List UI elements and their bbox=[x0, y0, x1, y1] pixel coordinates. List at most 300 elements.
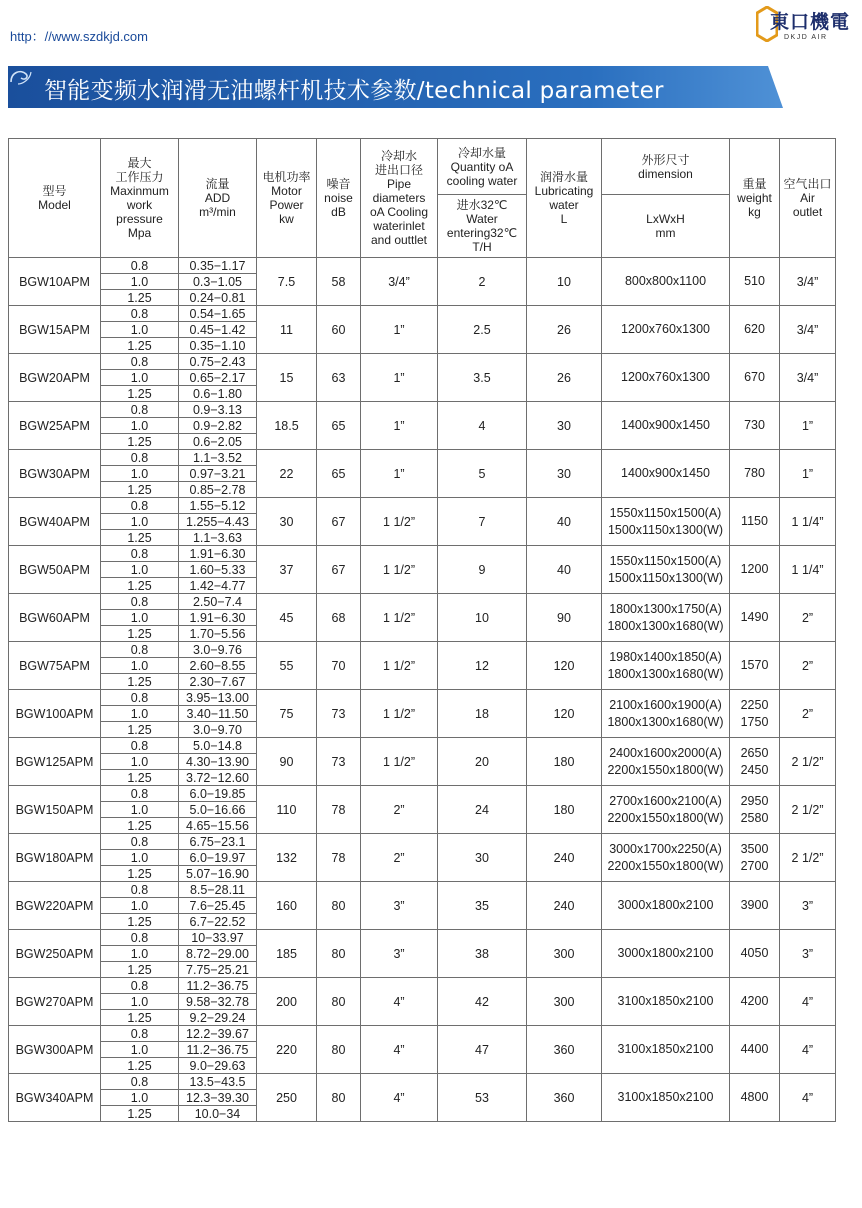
dimension-cell bbox=[602, 738, 730, 786]
model-cell: BGW300APM bbox=[9, 1026, 101, 1074]
power-cell: 7.5 bbox=[257, 258, 317, 306]
flow-cell: 3.0−9.70 bbox=[179, 722, 257, 738]
pressure-cell: 0.8 bbox=[101, 642, 179, 658]
model-cell: BGW20APM bbox=[9, 354, 101, 402]
dimension-cell bbox=[602, 450, 730, 498]
table-row bbox=[9, 786, 836, 802]
header-line: 工作压力 bbox=[115, 170, 164, 184]
table-row bbox=[9, 546, 836, 562]
table-row bbox=[9, 642, 836, 658]
flow-cell: 0.24−0.81 bbox=[179, 290, 257, 306]
header-pipe-diameter bbox=[361, 139, 438, 258]
header-line: 型号 bbox=[42, 184, 67, 198]
header-dimension-lwh bbox=[602, 195, 730, 258]
pressure-cell: 0.8 bbox=[101, 1074, 179, 1090]
pipe-cell: 1” bbox=[361, 354, 438, 402]
flow-cell: 6.0−19.85 bbox=[179, 786, 257, 802]
flow-cell: 0.3−1.05 bbox=[179, 274, 257, 290]
header-line: Water bbox=[466, 212, 498, 226]
noise-cell: 70 bbox=[317, 642, 361, 690]
flow-cell: 9.58−32.78 bbox=[179, 994, 257, 1010]
noise-cell: 78 bbox=[317, 786, 361, 834]
model-cell: BGW30APM bbox=[9, 450, 101, 498]
header-line: Quantity oA bbox=[450, 159, 514, 174]
noise-cell: 58 bbox=[317, 258, 361, 306]
weight-cell-line: 510 bbox=[744, 274, 765, 288]
header-pressure bbox=[101, 139, 179, 258]
noise-cell: 78 bbox=[317, 834, 361, 882]
cooling-water-cell: 24 bbox=[438, 786, 527, 834]
power-cell: 90 bbox=[257, 738, 317, 786]
lubricating-water-cell: 240 bbox=[527, 882, 602, 930]
weight-cell bbox=[730, 930, 780, 978]
dimension-cell-line: 1800x1300x1680(W) bbox=[607, 714, 724, 729]
power-cell: 75 bbox=[257, 690, 317, 738]
pipe-cell: 3” bbox=[361, 882, 438, 930]
flow-cell: 0.45−1.42 bbox=[179, 322, 257, 338]
dimension-cell-line: 2100x1600x1900(A) bbox=[609, 697, 722, 712]
flow-cell: 1.91−6.30 bbox=[179, 546, 257, 562]
header-line: outlet bbox=[792, 205, 823, 219]
pressure-cell: 0.8 bbox=[101, 258, 179, 274]
lubricating-water-cell: 120 bbox=[527, 642, 602, 690]
dimension-cell-line: 1500x1150x1300(W) bbox=[607, 522, 724, 537]
header-line: 进水32℃ bbox=[456, 198, 508, 212]
pipe-cell: 1 1/2” bbox=[361, 498, 438, 546]
pressure-cell: 1.25 bbox=[101, 386, 179, 402]
header-line: kw bbox=[279, 212, 294, 226]
weight-cell-line: 2580 bbox=[740, 810, 769, 825]
title-banner bbox=[8, 66, 783, 108]
cooling-water-cell: 3.5 bbox=[438, 354, 527, 402]
flow-cell: 0.65−2.17 bbox=[179, 370, 257, 386]
flow-cell: 0.75−2.43 bbox=[179, 354, 257, 370]
pipe-cell: 2” bbox=[361, 786, 438, 834]
page-title: 智能变频水润滑无油螺杆机技术参数/technical parameter bbox=[44, 78, 664, 104]
weight-cell-line: 4200 bbox=[740, 994, 769, 1008]
pipe-cell: 1 1/2” bbox=[361, 738, 438, 786]
header-dimension bbox=[602, 139, 730, 195]
pipe-cell: 3” bbox=[361, 930, 438, 978]
flow-cell: 7.6−25.45 bbox=[179, 898, 257, 914]
pressure-cell: 1.25 bbox=[101, 290, 179, 306]
pressure-cell: 1.0 bbox=[101, 1090, 179, 1106]
pressure-cell: 0.8 bbox=[101, 498, 179, 514]
flow-cell: 3.0−9.76 bbox=[179, 642, 257, 658]
model-cell: BGW15APM bbox=[9, 306, 101, 354]
flow-cell: 6.0−19.97 bbox=[179, 850, 257, 866]
air-outlet-cell: 4” bbox=[780, 978, 836, 1026]
air-outlet-cell: 2 1/2” bbox=[780, 834, 836, 882]
power-cell: 110 bbox=[257, 786, 317, 834]
header-line: 流量 bbox=[205, 177, 230, 191]
power-cell: 185 bbox=[257, 930, 317, 978]
header-line: 润滑水量 bbox=[539, 170, 588, 184]
weight-cell bbox=[730, 882, 780, 930]
dimension-cell-line: 2200x1550x1800(W) bbox=[607, 858, 724, 873]
pipe-cell: 1” bbox=[361, 402, 438, 450]
dimension-cell bbox=[602, 498, 730, 546]
model-cell: BGW10APM bbox=[9, 258, 101, 306]
flow-cell: 1.60−5.33 bbox=[179, 562, 257, 578]
cooling-water-cell: 12 bbox=[438, 642, 527, 690]
header-weight bbox=[730, 139, 780, 258]
pipe-cell: 1 1/2” bbox=[361, 546, 438, 594]
weight-cell-line: 1150 bbox=[741, 514, 768, 528]
cooling-water-cell: 42 bbox=[438, 978, 527, 1026]
header-line: work bbox=[126, 198, 153, 212]
header-flow bbox=[179, 139, 257, 258]
header-cooling-water bbox=[438, 139, 527, 195]
air-outlet-cell: 1 1/4” bbox=[780, 546, 836, 594]
header-line: pressure bbox=[116, 212, 163, 226]
header-line: 噪音 bbox=[326, 177, 351, 191]
flow-cell: 4.65−15.56 bbox=[179, 818, 257, 834]
lubricating-water-cell: 180 bbox=[527, 738, 602, 786]
pressure-cell: 1.25 bbox=[101, 722, 179, 738]
pressure-cell: 1.0 bbox=[101, 898, 179, 914]
noise-cell: 80 bbox=[317, 1074, 361, 1122]
weight-cell bbox=[730, 1026, 780, 1074]
cooling-water-cell: 4 bbox=[438, 402, 527, 450]
header-cooling-water-entering bbox=[438, 195, 527, 258]
model-cell: BGW50APM bbox=[9, 546, 101, 594]
air-outlet-cell: 2” bbox=[780, 642, 836, 690]
pressure-cell: 1.25 bbox=[101, 962, 179, 978]
noise-cell: 68 bbox=[317, 594, 361, 642]
cooling-water-cell: 30 bbox=[438, 834, 527, 882]
model-cell: BGW150APM bbox=[9, 786, 101, 834]
air-outlet-cell: 3/4” bbox=[780, 354, 836, 402]
pressure-cell: 0.8 bbox=[101, 402, 179, 418]
pressure-cell: 1.25 bbox=[101, 338, 179, 354]
weight-cell bbox=[730, 402, 780, 450]
pressure-cell: 0.8 bbox=[101, 306, 179, 322]
air-outlet-cell: 2 1/2” bbox=[780, 786, 836, 834]
air-outlet-cell: 3/4” bbox=[780, 306, 836, 354]
table-row bbox=[9, 1026, 836, 1042]
flow-cell: 4.30−13.90 bbox=[179, 754, 257, 770]
noise-cell: 80 bbox=[317, 930, 361, 978]
dimension-cell bbox=[602, 978, 730, 1026]
weight-cell-line: 2950 bbox=[740, 793, 769, 808]
flow-cell: 9.0−29.63 bbox=[179, 1058, 257, 1074]
air-outlet-cell: 1” bbox=[780, 450, 836, 498]
flow-cell: 6.7−22.52 bbox=[179, 914, 257, 930]
noise-cell: 60 bbox=[317, 306, 361, 354]
air-outlet-cell: 1 1/4” bbox=[780, 498, 836, 546]
header-line: L bbox=[560, 212, 568, 226]
model-cell: BGW250APM bbox=[9, 930, 101, 978]
pressure-cell: 1.0 bbox=[101, 1042, 179, 1058]
lubricating-water-cell: 30 bbox=[527, 402, 602, 450]
weight-cell-line: 2650 bbox=[740, 745, 769, 760]
flow-cell: 0.54−1.65 bbox=[179, 306, 257, 322]
flow-cell: 3.95−13.00 bbox=[179, 690, 257, 706]
flow-cell: 3.40−11.50 bbox=[179, 706, 257, 722]
dimension-cell-line: 1400x900x1450 bbox=[621, 418, 710, 432]
pressure-cell: 0.8 bbox=[101, 978, 179, 994]
flow-cell: 0.35−1.17 bbox=[179, 258, 257, 274]
header-line: Model bbox=[38, 198, 71, 212]
flow-cell: 1.55−5.12 bbox=[179, 498, 257, 514]
lubricating-water-cell: 300 bbox=[527, 930, 602, 978]
header-line: 外形尺寸 bbox=[641, 152, 690, 167]
flow-cell: 1.255−4.43 bbox=[179, 514, 257, 530]
header-line: Power bbox=[269, 198, 304, 212]
header-model bbox=[9, 139, 101, 258]
weight-cell bbox=[730, 978, 780, 1026]
air-outlet-cell: 4” bbox=[780, 1026, 836, 1074]
dimension-cell-line: 1800x1300x1680(W) bbox=[607, 666, 724, 681]
header-line: oA Cooling bbox=[369, 205, 429, 219]
noise-cell: 80 bbox=[317, 978, 361, 1026]
cooling-water-cell: 2 bbox=[438, 258, 527, 306]
noise-cell: 67 bbox=[317, 498, 361, 546]
weight-cell-line: 4050 bbox=[740, 946, 769, 960]
flow-cell: 1.42−4.77 bbox=[179, 578, 257, 594]
weight-cell bbox=[730, 834, 780, 882]
dimension-cell-line: 1800x1300x1680(W) bbox=[607, 618, 724, 633]
power-cell: 18.5 bbox=[257, 402, 317, 450]
header-line: 进出口径 bbox=[374, 163, 423, 177]
table-row bbox=[9, 738, 836, 754]
pressure-cell: 1.0 bbox=[101, 994, 179, 1010]
header-noise bbox=[317, 139, 361, 258]
lubricating-water-cell: 180 bbox=[527, 786, 602, 834]
pressure-cell: 1.25 bbox=[101, 530, 179, 546]
header-line: m³/min bbox=[199, 205, 236, 219]
header-line: Maxinmum bbox=[110, 184, 169, 198]
header-line: 最大 bbox=[127, 156, 152, 170]
dimension-cell bbox=[602, 354, 730, 402]
pressure-cell: 1.0 bbox=[101, 802, 179, 818]
table-row bbox=[9, 258, 836, 274]
weight-cell-line: 4800 bbox=[740, 1090, 769, 1104]
header-line: 空气出口 bbox=[783, 177, 832, 191]
header-line: noise bbox=[324, 191, 353, 205]
weight-cell bbox=[730, 690, 780, 738]
weight-cell bbox=[730, 354, 780, 402]
header-line: Air bbox=[800, 191, 815, 205]
air-outlet-cell: 3” bbox=[780, 930, 836, 978]
weight-cell-line: 1490 bbox=[740, 610, 769, 624]
header-line: cooling water bbox=[446, 173, 518, 188]
power-cell: 132 bbox=[257, 834, 317, 882]
lubricating-water-cell: 40 bbox=[527, 498, 602, 546]
dimension-cell bbox=[602, 1026, 730, 1074]
flow-cell: 2.30−7.67 bbox=[179, 674, 257, 690]
pipe-cell: 1” bbox=[361, 450, 438, 498]
header-line: kg bbox=[748, 205, 761, 219]
flow-cell: 5.0−14.8 bbox=[179, 738, 257, 754]
flow-cell: 2.50−7.4 bbox=[179, 594, 257, 610]
header-motor-power bbox=[257, 139, 317, 258]
model-cell: BGW125APM bbox=[9, 738, 101, 786]
header-line: dB bbox=[331, 205, 346, 219]
flow-cell: 5.07−16.90 bbox=[179, 866, 257, 882]
dimension-cell bbox=[602, 402, 730, 450]
table-row bbox=[9, 882, 836, 898]
dimension-cell-line: 800x800x1100 bbox=[624, 274, 707, 288]
header-line: T/H bbox=[472, 240, 492, 254]
dimension-cell bbox=[602, 786, 730, 834]
power-cell: 160 bbox=[257, 882, 317, 930]
lubricating-water-cell: 90 bbox=[527, 594, 602, 642]
dimension-cell-line: 2700x1600x2100(A) bbox=[609, 793, 722, 808]
header-air-outlet bbox=[780, 139, 836, 258]
weight-cell-line: 2450 bbox=[740, 762, 769, 777]
cooling-water-cell: 10 bbox=[438, 594, 527, 642]
pressure-cell: 1.25 bbox=[101, 818, 179, 834]
power-cell: 220 bbox=[257, 1026, 317, 1074]
website-url[interactable]: http：//www.szdkjd.com bbox=[10, 29, 148, 44]
weight-cell bbox=[730, 642, 780, 690]
flow-cell: 0.9−2.82 bbox=[179, 418, 257, 434]
flow-cell: 11.2−36.75 bbox=[179, 978, 257, 994]
cooling-water-cell: 18 bbox=[438, 690, 527, 738]
logo-subtext: DKJD AIR bbox=[784, 34, 828, 41]
pressure-cell: 0.8 bbox=[101, 354, 179, 370]
weight-cell-line: 670 bbox=[744, 370, 765, 384]
flow-cell: 2.60−8.55 bbox=[179, 658, 257, 674]
header-line: mm bbox=[655, 226, 676, 240]
table-row bbox=[9, 450, 836, 466]
cooling-water-cell: 7 bbox=[438, 498, 527, 546]
flow-cell: 13.5−43.5 bbox=[179, 1074, 257, 1090]
power-cell: 55 bbox=[257, 642, 317, 690]
weight-cell bbox=[730, 498, 780, 546]
header-line: Pipe bbox=[386, 177, 412, 191]
flow-cell: 1.1−3.52 bbox=[179, 450, 257, 466]
dimension-cell-line: 1400x900x1450 bbox=[621, 466, 710, 480]
header-line: 冷却水量 bbox=[457, 145, 506, 160]
weight-cell bbox=[730, 594, 780, 642]
flow-cell: 0.6−2.05 bbox=[179, 434, 257, 450]
pressure-cell: 1.0 bbox=[101, 274, 179, 290]
dimension-cell bbox=[602, 1074, 730, 1122]
power-cell: 45 bbox=[257, 594, 317, 642]
pipe-cell: 3/4” bbox=[361, 258, 438, 306]
pressure-cell: 1.25 bbox=[101, 434, 179, 450]
weight-cell bbox=[730, 306, 780, 354]
header-line: diameters bbox=[372, 191, 426, 205]
dimension-cell bbox=[602, 594, 730, 642]
air-outlet-cell: 2 1/2” bbox=[780, 738, 836, 786]
header-line: waterinlet bbox=[373, 219, 425, 233]
noise-cell: 80 bbox=[317, 1026, 361, 1074]
dimension-cell-line: 1980x1400x1850(A) bbox=[609, 649, 722, 664]
weight-cell bbox=[730, 786, 780, 834]
dimension-cell-line: 1550x1150x1500(A) bbox=[609, 553, 722, 568]
pressure-cell: 1.25 bbox=[101, 578, 179, 594]
pipe-cell: 1” bbox=[361, 306, 438, 354]
header-line: water bbox=[549, 198, 579, 212]
pressure-cell: 1.0 bbox=[101, 946, 179, 962]
header-line: dimension bbox=[638, 166, 693, 181]
weight-cell-line: 2250 bbox=[740, 697, 769, 712]
flow-cell: 0.97−3.21 bbox=[179, 466, 257, 482]
noise-cell: 65 bbox=[317, 402, 361, 450]
dimension-cell-line: 1200x760x1300 bbox=[621, 322, 710, 336]
dimension-cell-line: 3000x1700x2250(A) bbox=[609, 841, 722, 856]
model-cell: BGW270APM bbox=[9, 978, 101, 1026]
header-line: Lubricating bbox=[534, 184, 594, 198]
noise-cell: 73 bbox=[317, 738, 361, 786]
header-line: weight bbox=[737, 191, 772, 205]
flow-cell: 8.5−28.11 bbox=[179, 882, 257, 898]
header-lubricating-water bbox=[527, 139, 602, 258]
pressure-cell: 1.0 bbox=[101, 370, 179, 386]
pressure-cell: 1.25 bbox=[101, 770, 179, 786]
lubricating-water-cell: 360 bbox=[527, 1074, 602, 1122]
pipe-cell: 4” bbox=[361, 1074, 438, 1122]
pressure-cell: 1.0 bbox=[101, 658, 179, 674]
weight-cell-line: 3500 bbox=[740, 841, 769, 856]
swirl-icon bbox=[8, 66, 34, 86]
lubricating-water-cell: 10 bbox=[527, 258, 602, 306]
flow-cell: 12.3−39.30 bbox=[179, 1090, 257, 1106]
weight-cell bbox=[730, 1074, 780, 1122]
weight-cell-line: 1200 bbox=[740, 562, 769, 576]
cooling-water-cell: 9 bbox=[438, 546, 527, 594]
dimension-cell-line: 3000x1800x2100 bbox=[617, 898, 714, 912]
header-line: 电机功率 bbox=[262, 170, 311, 184]
header-line: and outtlet bbox=[370, 233, 428, 247]
flow-cell: 1.1−3.63 bbox=[179, 530, 257, 546]
weight-cell bbox=[730, 258, 780, 306]
table-row bbox=[9, 1074, 836, 1090]
weight-cell-line: 2700 bbox=[740, 858, 769, 873]
power-cell: 15 bbox=[257, 354, 317, 402]
logo-text: 東口機電 bbox=[770, 11, 851, 33]
pressure-cell: 1.0 bbox=[101, 514, 179, 530]
power-cell: 22 bbox=[257, 450, 317, 498]
flow-cell: 7.75−25.21 bbox=[179, 962, 257, 978]
dimension-cell bbox=[602, 306, 730, 354]
table-body bbox=[9, 258, 836, 1122]
lubricating-water-cell: 40 bbox=[527, 546, 602, 594]
flow-cell: 6.75−23.1 bbox=[179, 834, 257, 850]
cooling-water-cell: 35 bbox=[438, 882, 527, 930]
pressure-cell: 1.0 bbox=[101, 754, 179, 770]
model-cell: BGW220APM bbox=[9, 882, 101, 930]
pipe-cell: 1 1/2” bbox=[361, 594, 438, 642]
model-cell: BGW60APM bbox=[9, 594, 101, 642]
cooling-water-cell: 47 bbox=[438, 1026, 527, 1074]
pressure-cell: 1.0 bbox=[101, 562, 179, 578]
flow-cell: 1.70−5.56 bbox=[179, 626, 257, 642]
dimension-cell-line: 1550x1150x1500(A) bbox=[609, 505, 722, 520]
flow-cell: 3.72−12.60 bbox=[179, 770, 257, 786]
pipe-cell: 4” bbox=[361, 1026, 438, 1074]
dimension-cell bbox=[602, 642, 730, 690]
cooling-water-cell: 53 bbox=[438, 1074, 527, 1122]
header-line: 重量 bbox=[742, 177, 767, 191]
table-row bbox=[9, 978, 836, 994]
weight-cell bbox=[730, 738, 780, 786]
dimension-cell bbox=[602, 834, 730, 882]
power-cell: 37 bbox=[257, 546, 317, 594]
pressure-cell: 1.25 bbox=[101, 1010, 179, 1026]
noise-cell: 80 bbox=[317, 882, 361, 930]
flow-cell: 11.2−36.75 bbox=[179, 1042, 257, 1058]
weight-cell-line: 1570 bbox=[740, 658, 769, 672]
dimension-cell-line: 2400x1600x2000(A) bbox=[609, 745, 722, 760]
pressure-cell: 1.0 bbox=[101, 610, 179, 626]
pressure-cell: 1.25 bbox=[101, 914, 179, 930]
power-cell: 200 bbox=[257, 978, 317, 1026]
